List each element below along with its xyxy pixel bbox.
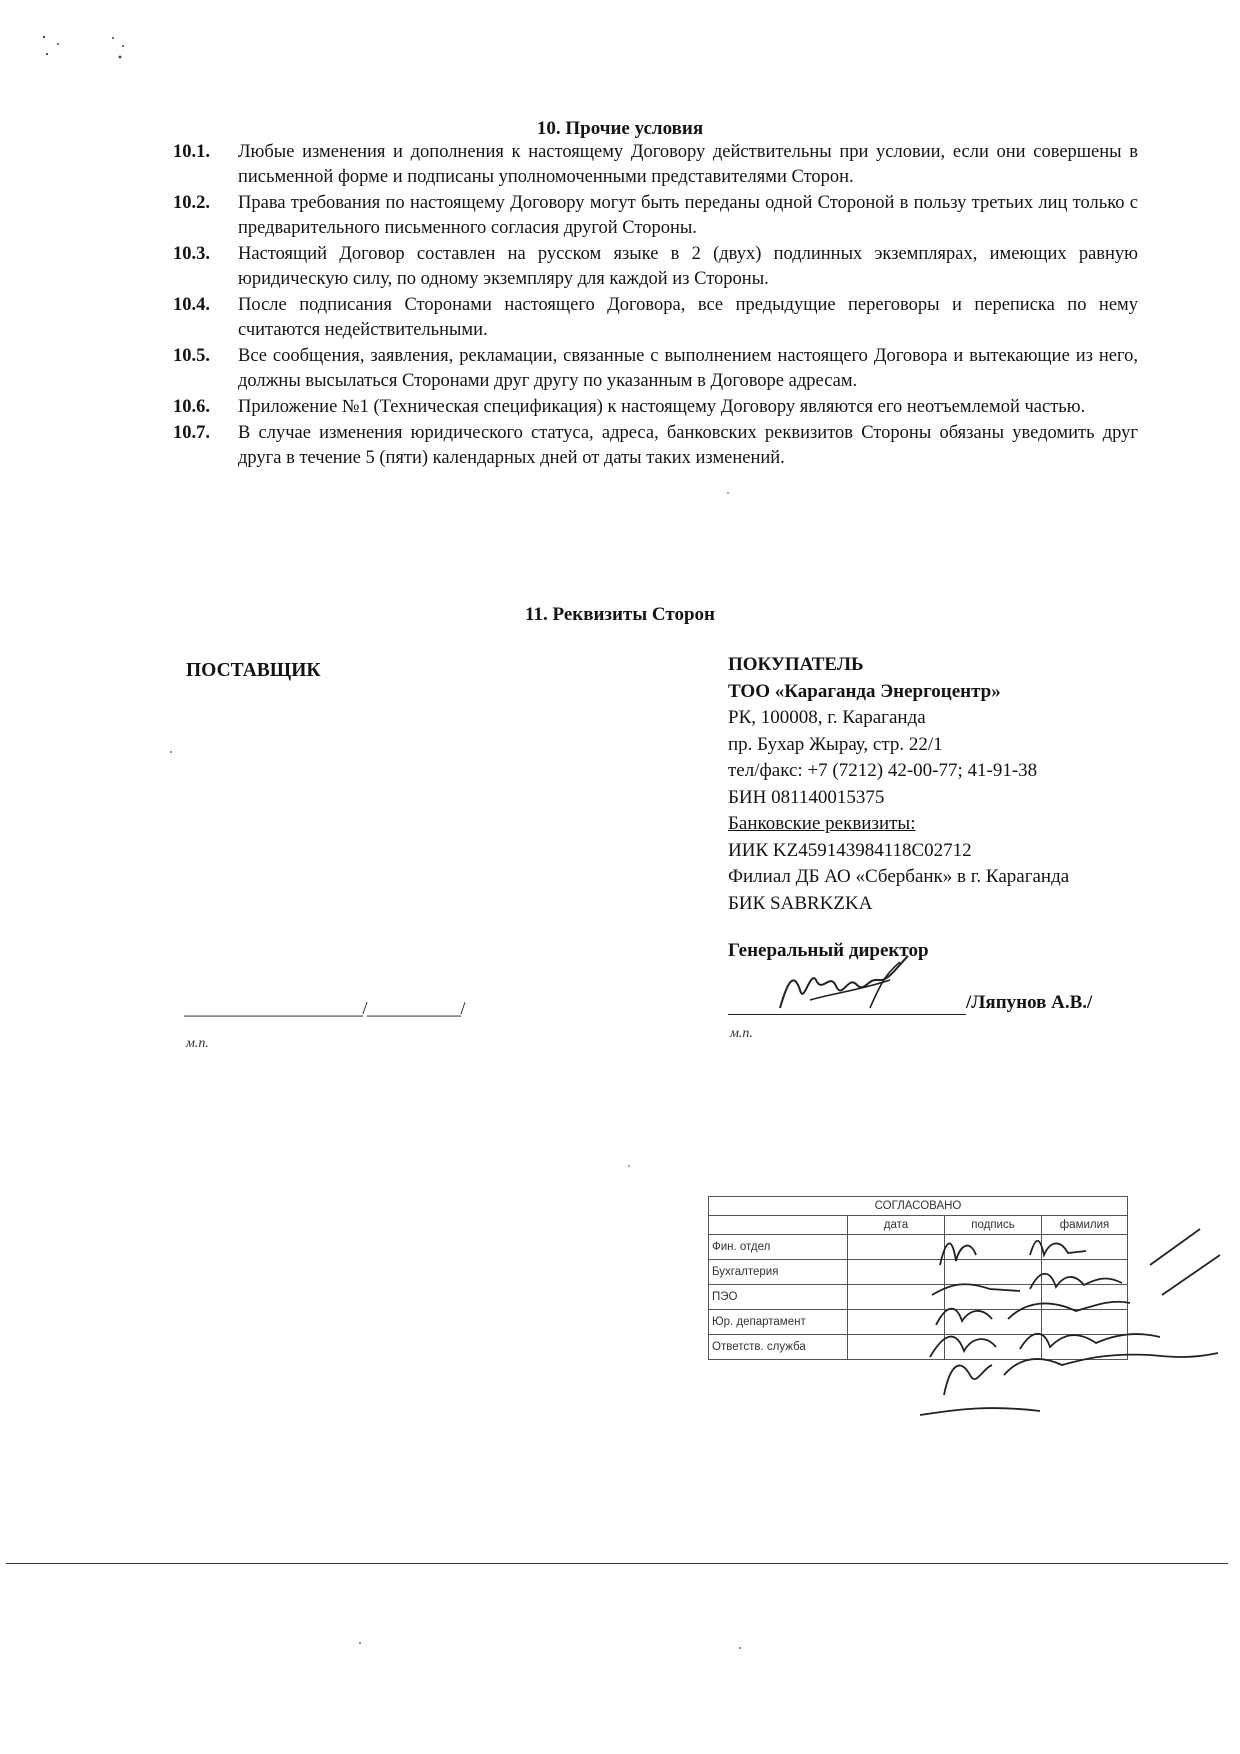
- section-10-heading: 10. Прочие условия: [536, 118, 704, 139]
- buyer-bin: БИН 081140015375: [728, 786, 885, 808]
- approval-header-signature: подпись: [945, 1216, 1042, 1235]
- clause-text: Настоящий Договор составлен на русском языке в 2 (двух) подлинных экземплярах, имеющих равную юридическую силу, по одному экземпляру для каждой из Стороны.: [238, 244, 1138, 289]
- supplier-seal-mark: м.п.: [186, 1036, 209, 1051]
- clause-number: 10.6.: [173, 397, 210, 417]
- supplier-title: ПОСТАВЩИК: [186, 660, 321, 681]
- buyer-company: ТОО «Караганда Энергоцентр»: [728, 680, 1001, 702]
- buyer-bik: БИК SABRKZKA: [728, 892, 873, 914]
- clause-10-4: [173, 293, 1138, 343]
- approval-department: Фин. отдел: [709, 1235, 848, 1260]
- director-signature: [770, 950, 940, 1020]
- buyer-iik: ИИК KZ459143984118C02712: [728, 839, 972, 861]
- buyer-seal-mark: м.п.: [730, 1026, 753, 1041]
- clause-10-1: [173, 140, 1138, 190]
- clause-10-2: [173, 191, 1138, 241]
- clause-10-6: [173, 395, 1138, 420]
- clause-number: 10.2.: [173, 193, 210, 213]
- clause-10-7: [173, 421, 1138, 471]
- clauses-list: [173, 140, 1138, 472]
- approval-department: Бухгалтерия: [709, 1260, 848, 1285]
- section-11-heading: 11. Реквизиты Сторон: [525, 604, 715, 625]
- clause-text: В случае изменения юридического статуса, адреса, банковских реквизитов Стороны обязаны уведомить друг друга в течение 5 (пяти) календарных дней от даты таких изменений.: [238, 423, 1138, 468]
- clause-10-3: [173, 242, 1138, 292]
- clause-text: Приложение №1 (Техническая спецификация) к настоящему Договору являются его неотъемлемой частью.: [238, 397, 1086, 417]
- buyer-position: Генеральный директор: [728, 940, 929, 961]
- approval-department: Ответств. служба: [709, 1335, 848, 1360]
- buyer-title: ПОКУПАТЕЛЬ: [728, 654, 864, 675]
- approval-department: Юр. департамент: [709, 1310, 848, 1335]
- approval-header-surname: фамилия: [1042, 1216, 1128, 1235]
- buyer-address-line-2: пр. Бухар Жырау, стр. 22/1: [728, 733, 943, 755]
- clause-text: После подписания Сторонами настоящего Договора, все предыдущие переговоры и переписка по нему считаются недействительными.: [238, 295, 1138, 340]
- supplier-signature-line: _____________________/___________/: [184, 998, 466, 1018]
- clause-number: 10.1.: [173, 142, 210, 162]
- clause-number: 10.3.: [173, 244, 210, 264]
- clause-number: 10.5.: [173, 346, 210, 366]
- approval-header-department: [709, 1216, 848, 1235]
- buyer-phone: тел/факс: +7 (7212) 42-00-77; 41-91-38: [728, 760, 1038, 781]
- clause-number: 10.7.: [173, 423, 210, 443]
- clause-10-5: [173, 344, 1138, 394]
- buyer-bank-label: Банковские реквизиты:: [728, 813, 916, 834]
- page-bottom-rule: [6, 1563, 1228, 1564]
- buyer-signer: /Ляпунов А.В./: [966, 992, 1093, 1013]
- buyer-block: [728, 652, 1069, 917]
- clause-text: Любые изменения и дополнения к настоящему Договору действительны при условии, если они совершены в письменной форме и подписаны уполномоченными представителями Сторон.: [238, 142, 1138, 187]
- approval-signatures: [900, 1225, 1230, 1425]
- buyer-bank: Филиал ДБ АО «Сбербанк» в г. Караганда: [728, 866, 1070, 887]
- approval-department: ПЭО: [709, 1285, 848, 1310]
- clause-text: Права требования по настоящему Договору могут быть переданы одной Стороной в пользу третьих лиц только с предварительного письменного согласия другой Стороны.: [238, 193, 1138, 238]
- approval-header-date: дата: [848, 1216, 945, 1235]
- buyer-address-line-1: РК, 100008, г. Караганда: [728, 707, 926, 728]
- approval-stamp-title: СОГЛАСОВАНО: [708, 1196, 1128, 1215]
- clause-number: 10.4.: [173, 295, 210, 315]
- clause-text: Все сообщения, заявления, рекламации, связанные с выполнением настоящего Договора и вытекающие из него, должны высылаться Сторонами друг другу по указанным в Договоре адресам.: [238, 346, 1138, 391]
